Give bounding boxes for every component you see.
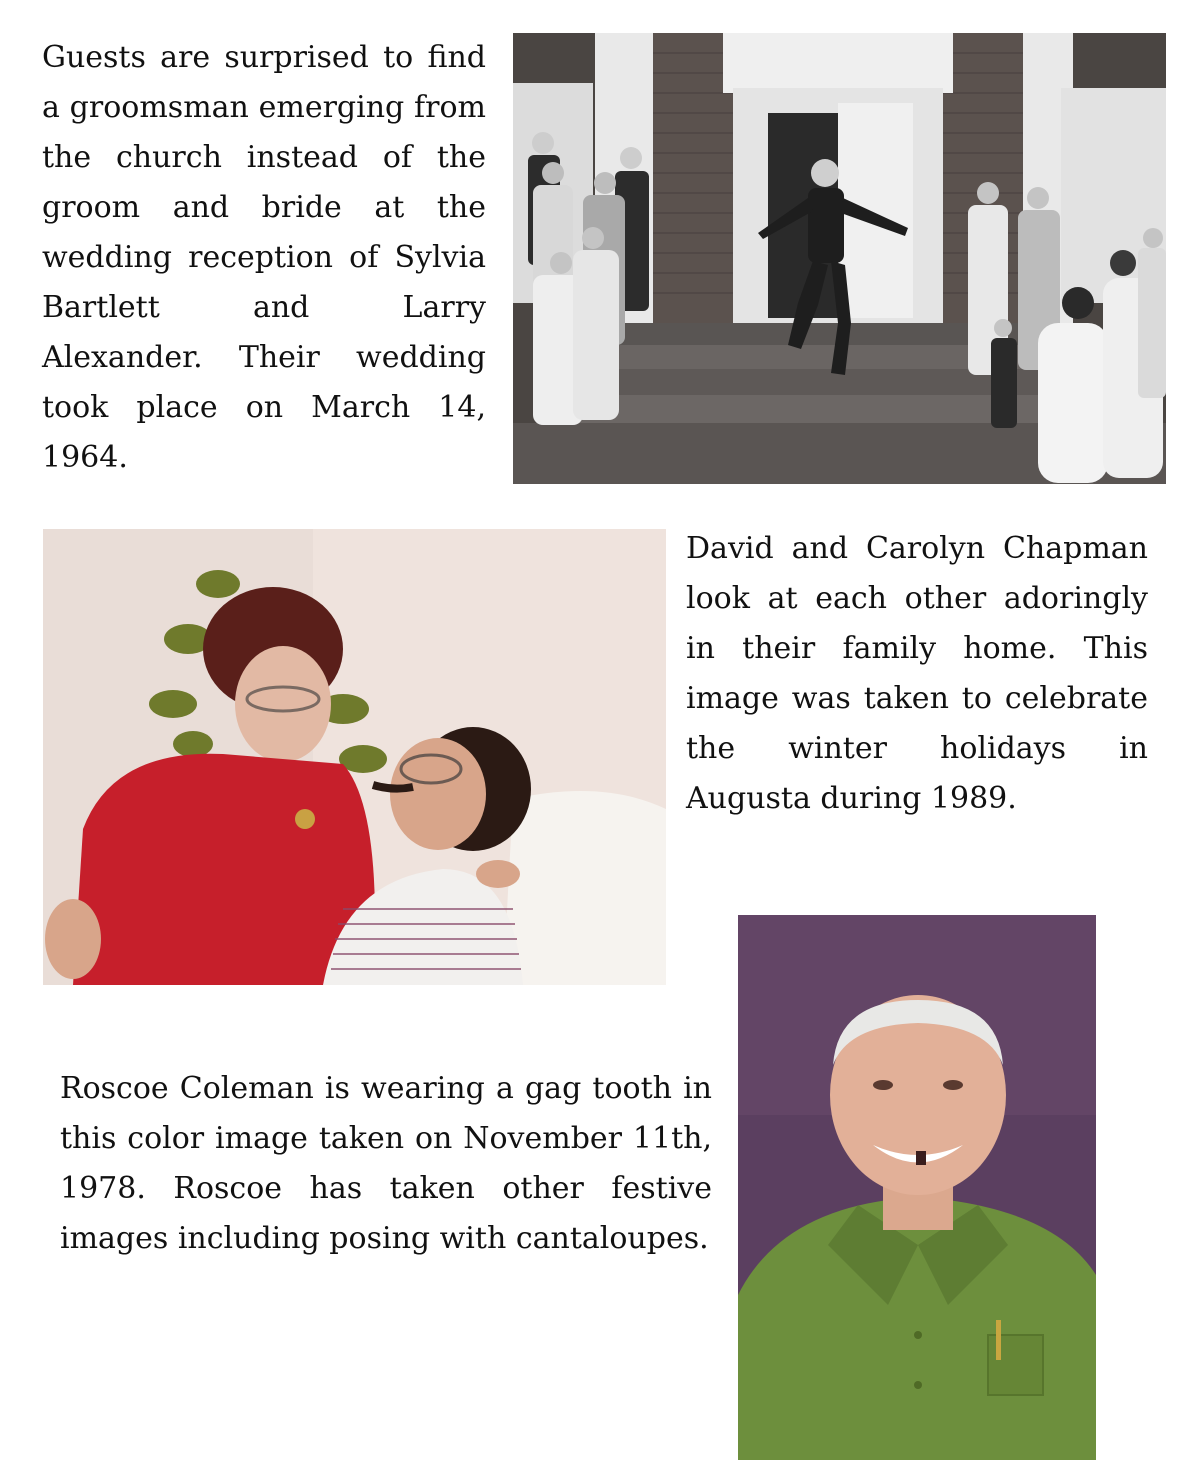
portrait-photo <box>738 915 1096 1460</box>
couple-photo <box>43 529 666 985</box>
caption-couple: David and Carolyn Chapman look at each other adoringly in their family home. This image was taken to celebrate the winter holidays in Augusta during 1989. <box>686 531 1148 816</box>
caption-portrait: Roscoe Coleman is wearing a gag tooth in this color image taken on November 11th, 1978. Roscoe has taken other festive images including posing with cantaloupes. <box>60 1071 712 1256</box>
wedding-photo <box>513 33 1166 484</box>
caption-wedding: Guests are surprised to find a groomsman emerging from the church instead of the groom and bride at the wedding reception of Sylvia Bartlett and Larry Alexander. Their wedding took place on March 14, 1964. <box>42 40 486 475</box>
